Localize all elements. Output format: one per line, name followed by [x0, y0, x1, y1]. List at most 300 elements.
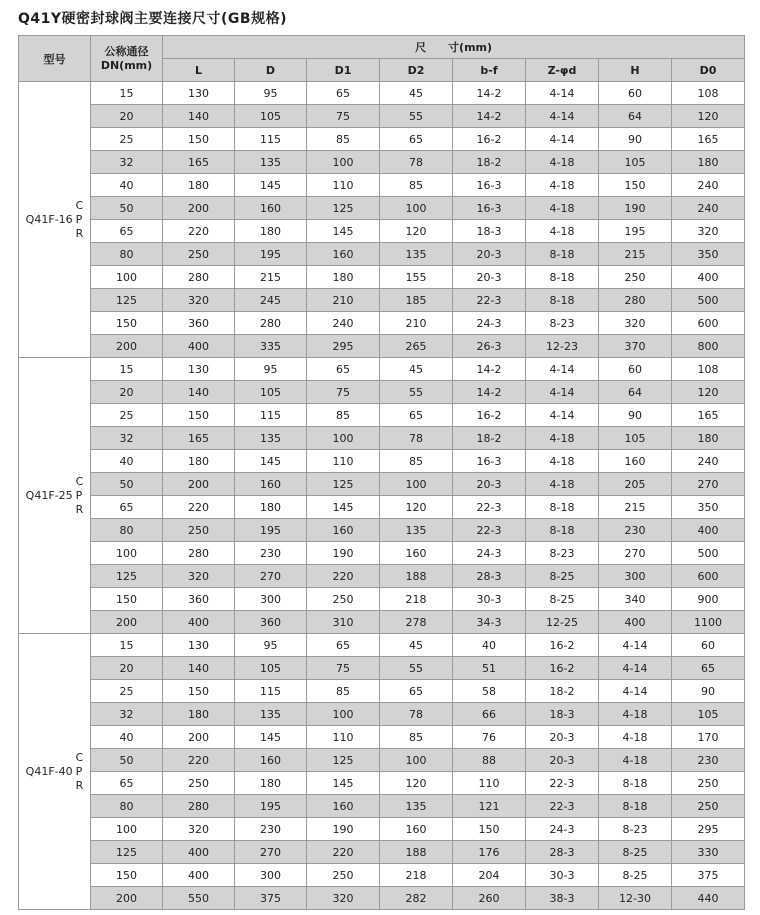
dn-cell: 125 [91, 289, 163, 312]
dimension-cell: 335 [235, 335, 307, 358]
dimension-cell: 40 [453, 634, 526, 657]
dimension-cell: 250 [307, 588, 380, 611]
dimension-cell: 4-14 [599, 680, 672, 703]
dimension-cell: 135 [235, 703, 307, 726]
dimension-cell: 4-14 [526, 128, 599, 151]
dimension-cell: 360 [163, 588, 235, 611]
dimension-cell: 55 [380, 105, 453, 128]
dn-cell: 15 [91, 82, 163, 105]
model-cell [19, 358, 91, 634]
dimension-cell: 12-30 [599, 887, 672, 910]
dimension-cell: 20-3 [453, 473, 526, 496]
dimension-cell: 90 [599, 128, 672, 151]
dimension-cell: 4-18 [599, 703, 672, 726]
dimension-cell: 85 [380, 726, 453, 749]
dimension-cell: 188 [380, 841, 453, 864]
dimension-cell: 108 [672, 358, 745, 381]
dn-cell: 50 [91, 473, 163, 496]
dimension-cell: 280 [235, 312, 307, 335]
dimension-cell: 500 [672, 289, 745, 312]
dimension-cell: 65 [307, 82, 380, 105]
dimension-cell: 20-3 [453, 243, 526, 266]
table-row [19, 312, 745, 335]
dn-cell: 125 [91, 565, 163, 588]
dimension-cell: 125 [307, 197, 380, 220]
header-row-1 [19, 36, 745, 59]
model-label-group [19, 475, 90, 517]
col-header-D: D [235, 59, 307, 82]
dn-cell: 40 [91, 726, 163, 749]
dimension-cell: 400 [163, 611, 235, 634]
dimension-cell: 240 [672, 450, 745, 473]
dimension-cell: 4-18 [599, 749, 672, 772]
dimension-cell: 165 [672, 404, 745, 427]
table-row [19, 772, 745, 795]
dimension-cell: 360 [163, 312, 235, 335]
col-header-D2: D2 [380, 59, 453, 82]
dimension-cell: 18-3 [526, 703, 599, 726]
material-grades [76, 751, 84, 793]
dimension-cell: 120 [380, 496, 453, 519]
dimension-cell: 28-3 [526, 841, 599, 864]
dimension-cell: 8-23 [526, 312, 599, 335]
dimension-cell: 280 [163, 795, 235, 818]
dimension-cell: 220 [163, 496, 235, 519]
dimension-cell: 195 [235, 795, 307, 818]
dimension-cell: 24-3 [453, 542, 526, 565]
dn-cell: 125 [91, 841, 163, 864]
dimension-cell: 190 [307, 542, 380, 565]
dimension-cell: 110 [307, 726, 380, 749]
table-row [19, 818, 745, 841]
dimension-cell: 64 [599, 381, 672, 404]
dimension-cell: 230 [672, 749, 745, 772]
table-row [19, 841, 745, 864]
dimension-cell: 22-3 [453, 519, 526, 542]
dimension-cell: 105 [235, 105, 307, 128]
dimension-cell: 320 [163, 818, 235, 841]
dimension-cell: 280 [163, 542, 235, 565]
dimension-cell: 190 [599, 197, 672, 220]
dimension-cell: 195 [235, 243, 307, 266]
dimension-cell: 26-3 [453, 335, 526, 358]
dimension-cell: 4-14 [526, 105, 599, 128]
dimension-cell: 150 [453, 818, 526, 841]
dn-cell: 65 [91, 220, 163, 243]
dimension-cell: 4-18 [526, 473, 599, 496]
dimension-cell: 65 [380, 404, 453, 427]
dimension-cell: 95 [235, 82, 307, 105]
dn-cell: 150 [91, 588, 163, 611]
dimension-cell: 105 [235, 657, 307, 680]
dimension-cell: 215 [235, 266, 307, 289]
dimension-cell: 245 [235, 289, 307, 312]
dimension-cell: 195 [235, 519, 307, 542]
dn-header-line2: DN(mm) [100, 58, 153, 72]
dimension-cell: 14-2 [453, 358, 526, 381]
dimension-cell: 16-2 [526, 634, 599, 657]
dimension-cell: 100 [307, 703, 380, 726]
dimension-cell: 20-3 [526, 749, 599, 772]
table-row [19, 243, 745, 266]
dimension-cell: 180 [307, 266, 380, 289]
table-row [19, 335, 745, 358]
dimension-cell: 65 [380, 128, 453, 151]
dimension-cell: 65 [380, 680, 453, 703]
dimension-cell: 400 [163, 864, 235, 887]
dimension-cell: 400 [672, 519, 745, 542]
dimension-cell: 4-14 [599, 634, 672, 657]
dimension-cell: 115 [235, 680, 307, 703]
dimension-cell: 145 [235, 726, 307, 749]
table-row [19, 726, 745, 749]
dimension-cell: 250 [163, 519, 235, 542]
dimension-cell: 140 [163, 381, 235, 404]
dn-cell: 32 [91, 703, 163, 726]
dn-cell: 25 [91, 128, 163, 151]
dimension-cell: 375 [672, 864, 745, 887]
table-row [19, 105, 745, 128]
dimension-cell: 270 [235, 565, 307, 588]
dimension-cell: 200 [163, 197, 235, 220]
dimension-cell: 8-25 [599, 841, 672, 864]
dimension-cell: 400 [163, 335, 235, 358]
dn-cell: 15 [91, 634, 163, 657]
dimension-cell: 4-14 [599, 657, 672, 680]
dimension-cell: 218 [380, 864, 453, 887]
table-row [19, 795, 745, 818]
dimension-cell: 66 [453, 703, 526, 726]
dimension-cell: 165 [163, 427, 235, 450]
dimension-cell: 20-3 [526, 726, 599, 749]
dimension-cell: 14-2 [453, 105, 526, 128]
dimension-cell: 8-18 [526, 519, 599, 542]
dimension-cell: 34-3 [453, 611, 526, 634]
dimension-cell: 75 [307, 657, 380, 680]
col-header-L: L [163, 59, 235, 82]
table-row [19, 358, 745, 381]
dimension-cell: 360 [235, 611, 307, 634]
dimension-cell: 100 [380, 473, 453, 496]
dimension-cell: 320 [599, 312, 672, 335]
dn-cell: 80 [91, 795, 163, 818]
table-row [19, 611, 745, 634]
dimension-cell: 310 [307, 611, 380, 634]
dimension-cell: 180 [235, 496, 307, 519]
dimension-cell: 12-25 [526, 611, 599, 634]
dimension-cell: 4-18 [526, 197, 599, 220]
dimension-cell: 135 [380, 519, 453, 542]
dims-header: 尺 寸(mm) [163, 36, 745, 59]
dimension-cell: 330 [672, 841, 745, 864]
dimension-cell: 250 [672, 795, 745, 818]
model-header: 型号 [19, 36, 91, 82]
dimension-cell: 24-3 [526, 818, 599, 841]
dimension-cell: 22-3 [453, 496, 526, 519]
dimension-cell: 150 [163, 128, 235, 151]
dn-header-line1: 公称通径 [104, 44, 149, 58]
dimension-cell: 8-18 [526, 266, 599, 289]
grade-letter: C [75, 474, 84, 488]
grade-letter: R [75, 778, 84, 792]
dimension-cell: 188 [380, 565, 453, 588]
dimension-cell: 250 [307, 864, 380, 887]
dimension-cell: 8-18 [526, 289, 599, 312]
dimension-cell: 125 [307, 749, 380, 772]
dimension-cell: 280 [599, 289, 672, 312]
dimension-cell: 8-18 [526, 243, 599, 266]
dimension-cell: 115 [235, 404, 307, 427]
dimension-cell: 375 [235, 887, 307, 910]
dimension-cell: 85 [380, 174, 453, 197]
dimension-cell: 16-2 [453, 404, 526, 427]
dimension-cell: 270 [599, 542, 672, 565]
dimension-cell: 4-18 [526, 220, 599, 243]
dimension-cell: 600 [672, 565, 745, 588]
dimension-cell: 85 [307, 404, 380, 427]
dimension-cell: 55 [380, 381, 453, 404]
dimension-cell: 295 [307, 335, 380, 358]
model-name: Q41F-25 [25, 489, 73, 502]
dimension-cell: 121 [453, 795, 526, 818]
dimension-cell: 180 [163, 174, 235, 197]
dimension-cell: 150 [163, 680, 235, 703]
dimension-cell: 370 [599, 335, 672, 358]
table-row [19, 220, 745, 243]
dimension-cell: 4-18 [526, 174, 599, 197]
dn-cell: 65 [91, 772, 163, 795]
dimension-cell: 105 [599, 151, 672, 174]
dimension-cell: 64 [599, 105, 672, 128]
dimension-cell: 140 [163, 105, 235, 128]
dimension-cell: 76 [453, 726, 526, 749]
table-row [19, 151, 745, 174]
dimension-cell: 8-25 [599, 864, 672, 887]
dimension-cell: 160 [235, 473, 307, 496]
dimension-cell: 22-3 [526, 772, 599, 795]
dimension-cell: 280 [163, 266, 235, 289]
dimension-cell: 270 [672, 473, 745, 496]
dn-cell: 50 [91, 197, 163, 220]
table-row [19, 473, 745, 496]
dimension-cell: 60 [672, 634, 745, 657]
dimension-cell: 135 [235, 151, 307, 174]
table-body [19, 82, 745, 910]
dn-cell: 200 [91, 887, 163, 910]
dimension-cell: 18-2 [453, 151, 526, 174]
dimension-cell: 165 [672, 128, 745, 151]
dimension-cell: 160 [307, 795, 380, 818]
dimension-cell: 220 [163, 220, 235, 243]
dn-cell: 15 [91, 358, 163, 381]
table-row [19, 427, 745, 450]
dimension-cell: 120 [672, 381, 745, 404]
dn-cell: 20 [91, 657, 163, 680]
dimension-cell: 250 [599, 266, 672, 289]
dimension-cell: 130 [163, 358, 235, 381]
dimension-cell: 65 [307, 358, 380, 381]
dimension-cell: 16-3 [453, 174, 526, 197]
dimension-cell: 145 [307, 220, 380, 243]
table-row [19, 82, 745, 105]
dimension-cell: 240 [672, 174, 745, 197]
dimension-cell: 105 [672, 703, 745, 726]
table-row [19, 404, 745, 427]
dimension-cell: 180 [235, 772, 307, 795]
dimension-cell: 295 [672, 818, 745, 841]
dimension-cell: 400 [163, 841, 235, 864]
dimension-cell: 115 [235, 128, 307, 151]
dimension-cell: 55 [380, 657, 453, 680]
dimension-cell: 900 [672, 588, 745, 611]
dimension-cell: 8-18 [526, 496, 599, 519]
dn-cell: 100 [91, 542, 163, 565]
col-header-b-f: b-f [453, 59, 526, 82]
dimensions-table [18, 35, 745, 910]
table-row [19, 542, 745, 565]
dimension-cell: 135 [235, 427, 307, 450]
table-row [19, 565, 745, 588]
dimension-cell: 220 [163, 749, 235, 772]
dn-cell: 40 [91, 174, 163, 197]
dimension-cell: 30-3 [526, 864, 599, 887]
dimension-cell: 210 [380, 312, 453, 335]
dimension-cell: 28-3 [453, 565, 526, 588]
dimension-cell: 65 [307, 634, 380, 657]
dn-cell: 20 [91, 105, 163, 128]
dimension-cell: 400 [599, 611, 672, 634]
dimension-cell: 78 [380, 151, 453, 174]
dimension-cell: 108 [672, 82, 745, 105]
dn-cell: 100 [91, 266, 163, 289]
dn-cell: 150 [91, 864, 163, 887]
dimension-cell: 160 [307, 519, 380, 542]
dimension-cell: 260 [453, 887, 526, 910]
dimension-cell: 8-25 [526, 565, 599, 588]
dimension-cell: 160 [599, 450, 672, 473]
dimension-cell: 45 [380, 634, 453, 657]
grade-letter: P [75, 764, 83, 778]
dimension-cell: 350 [672, 243, 745, 266]
dn-cell: 50 [91, 749, 163, 772]
dimension-cell: 215 [599, 243, 672, 266]
grade-letter: C [75, 198, 84, 212]
dn-cell: 25 [91, 404, 163, 427]
model-cell [19, 82, 91, 358]
dimension-cell: 135 [380, 795, 453, 818]
model-label-group [19, 199, 90, 241]
dn-header [91, 36, 163, 82]
grade-letter: R [75, 226, 84, 240]
dn-cell: 200 [91, 335, 163, 358]
table-row [19, 174, 745, 197]
table-row [19, 680, 745, 703]
dimension-cell: 550 [163, 887, 235, 910]
dimension-cell: 215 [599, 496, 672, 519]
dimension-cell: 155 [380, 266, 453, 289]
dimension-cell: 58 [453, 680, 526, 703]
dimension-cell: 150 [599, 174, 672, 197]
table-row [19, 749, 745, 772]
dimension-cell: 240 [307, 312, 380, 335]
dimension-cell: 204 [453, 864, 526, 887]
dn-cell: 80 [91, 243, 163, 266]
dimension-cell: 18-2 [526, 680, 599, 703]
dimension-cell: 176 [453, 841, 526, 864]
dimension-cell: 51 [453, 657, 526, 680]
dimension-cell: 282 [380, 887, 453, 910]
dn-cell: 200 [91, 611, 163, 634]
dimension-cell: 145 [307, 496, 380, 519]
dimension-cell: 85 [307, 128, 380, 151]
dimension-cell: 45 [380, 82, 453, 105]
dimension-cell: 110 [453, 772, 526, 795]
table-row [19, 197, 745, 220]
dimension-cell: 100 [380, 197, 453, 220]
dimension-cell: 4-14 [526, 358, 599, 381]
dimension-cell: 14-2 [453, 381, 526, 404]
dimension-cell: 4-14 [526, 381, 599, 404]
dimension-cell: 78 [380, 703, 453, 726]
dimension-cell: 120 [380, 220, 453, 243]
dimension-cell: 600 [672, 312, 745, 335]
dimension-cell: 4-18 [599, 726, 672, 749]
dn-cell: 25 [91, 680, 163, 703]
dn-cell: 32 [91, 151, 163, 174]
dimension-cell: 218 [380, 588, 453, 611]
dimension-cell: 85 [307, 680, 380, 703]
dimension-cell: 4-18 [526, 450, 599, 473]
dimension-cell: 90 [672, 680, 745, 703]
dimension-cell: 78 [380, 427, 453, 450]
dn-cell: 65 [91, 496, 163, 519]
dimension-cell: 400 [672, 266, 745, 289]
dn-cell: 80 [91, 519, 163, 542]
dimension-cell: 265 [380, 335, 453, 358]
dimension-cell: 8-23 [599, 818, 672, 841]
dimension-cell: 60 [599, 358, 672, 381]
dimension-cell: 440 [672, 887, 745, 910]
dimension-cell: 4-18 [526, 151, 599, 174]
grade-letter: P [75, 488, 83, 502]
dimension-cell: 14-2 [453, 82, 526, 105]
dimension-cell: 60 [599, 82, 672, 105]
dimension-cell: 110 [307, 174, 380, 197]
dimension-cell: 145 [235, 450, 307, 473]
dimension-cell: 65 [672, 657, 745, 680]
dimension-cell: 320 [163, 289, 235, 312]
dimension-cell: 22-3 [526, 795, 599, 818]
dimension-cell: 300 [235, 864, 307, 887]
dimension-cell: 38-3 [526, 887, 599, 910]
dimension-cell: 160 [235, 749, 307, 772]
dimension-cell: 230 [599, 519, 672, 542]
dimension-cell: 45 [380, 358, 453, 381]
dimension-cell: 180 [235, 220, 307, 243]
dimension-cell: 200 [163, 473, 235, 496]
dimension-cell: 270 [235, 841, 307, 864]
dimension-cell: 165 [163, 151, 235, 174]
table-row [19, 496, 745, 519]
dimension-cell: 4-18 [526, 427, 599, 450]
dimension-cell: 160 [235, 197, 307, 220]
table-row [19, 634, 745, 657]
dimension-cell: 8-23 [526, 542, 599, 565]
dimension-cell: 88 [453, 749, 526, 772]
grade-letter: P [75, 212, 83, 226]
dimension-cell: 1100 [672, 611, 745, 634]
table-row [19, 450, 745, 473]
